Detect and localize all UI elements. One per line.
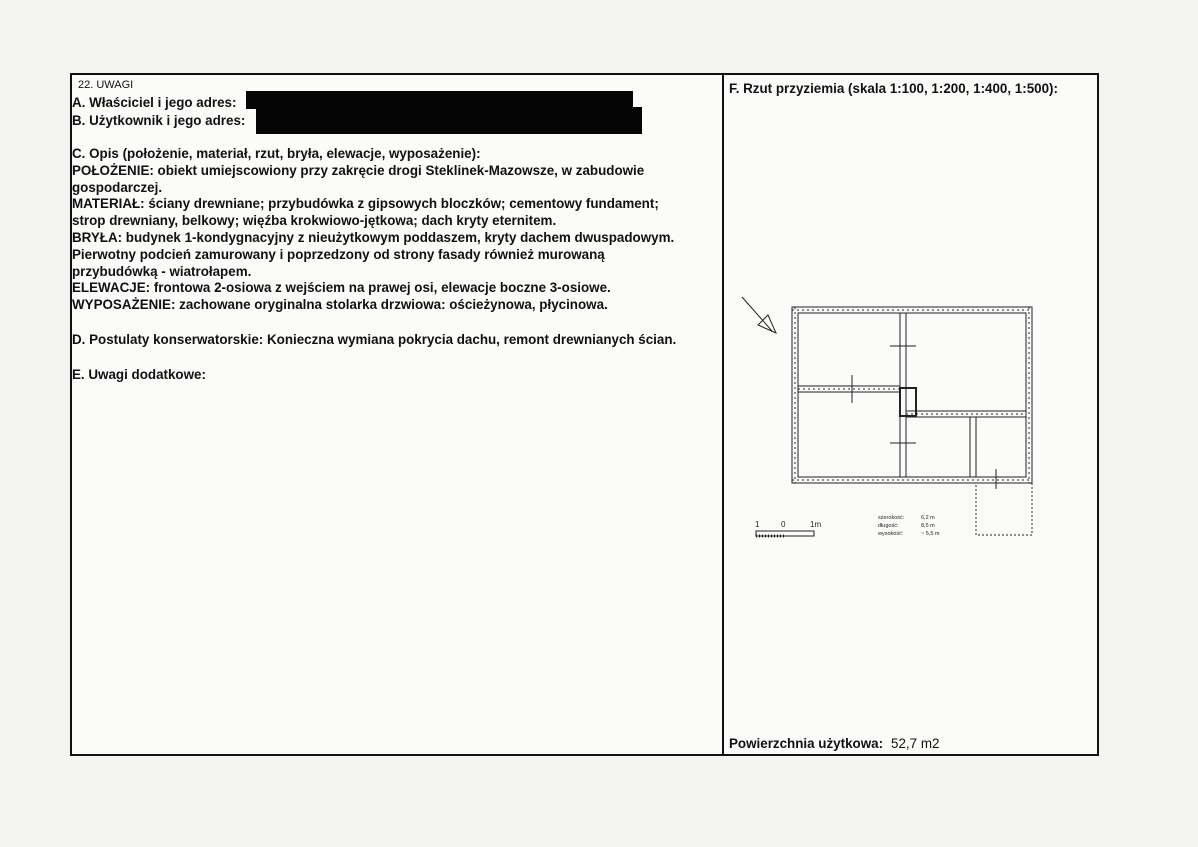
equipment-line: WYPOSAŻENIE: zachowane oryginalna stolarka drzwiowa: ościeżynowa, płycinowa. <box>72 297 608 313</box>
width-value: 6,2 m <box>921 515 935 521</box>
plan-walls <box>792 307 1032 535</box>
user-label: B. Użytkownik i jego adres: <box>72 113 246 128</box>
user-redaction <box>256 107 642 134</box>
usable-area-value: 52,7 m2 <box>891 736 940 751</box>
location-line-2: gospodarczej. <box>72 179 163 195</box>
height-label: wysokość: <box>878 531 904 537</box>
plan-title: F. Rzut przyziemia (skala 1:100, 1:200, 1:400, 1:500): <box>729 81 1058 96</box>
north-arrow-icon <box>742 297 776 333</box>
elevations-line: ELEWACJE: frontowa 2-osiowa z wejściem na prawej osi, elewacje boczne 3-osiowe. <box>72 280 611 296</box>
scale-label-0: 0 <box>781 520 786 529</box>
dimension-list <box>877 515 940 537</box>
description-heading: C. Opis (położenie, materiał, rzut, bryła, elewacje, wyposażenie): <box>72 146 481 161</box>
form-frame <box>70 73 1099 756</box>
plan-column <box>724 75 1099 754</box>
floor-plan-drawing <box>724 75 1099 715</box>
location-line-1: POŁOŻENIE: obiekt umiejscowiony przy zakręcie drogi Steklinek-Mazowsze, w zabudowie <box>72 162 645 178</box>
scale-bar <box>755 520 821 536</box>
user-row <box>72 113 245 128</box>
body-line-3: przybudówką - wiatrołapem. <box>72 263 252 279</box>
usable-area-label: Powierzchnia użytkowa: <box>729 736 884 751</box>
height-value: ~ 5,5 m <box>921 531 940 537</box>
section-number: 22. UWAGI <box>78 79 134 91</box>
length-label: długość: <box>878 523 899 529</box>
remarks-label: E. Uwagi dodatkowe: <box>72 366 206 382</box>
material-line-2: strop drewniany, belkowy; więźba krokwiowo-jętkowa; dach kryty eternitem. <box>72 213 557 229</box>
owner-label: A. Właściciel i jego adres: <box>72 95 237 110</box>
width-label: szerokość: <box>878 515 905 521</box>
notes-column <box>72 75 722 754</box>
scale-label-1: 1 <box>755 520 760 529</box>
postulates-line: D. Postulaty konserwatorskie: Konieczna wymiana pokrycia dachu, remont drewnianych ścian. <box>72 331 677 347</box>
scale-label-1m: 1m <box>810 520 822 529</box>
body-line-1: BRYŁA: budynek 1-kondygnacyjny z nieużytkowym poddaszem, kryty dachem dwuspadowym. <box>72 229 675 245</box>
length-value: 8,5 m <box>921 523 935 529</box>
usable-area-row <box>729 736 939 751</box>
owner-row <box>72 95 236 110</box>
body-line-2: Pierwotny podcień zamurowany i poprzedzony od strony fasady również murowaną <box>72 246 605 262</box>
material-line-1: MATERIAŁ: ściany drewniane; przybudówka z gipsowych bloczków; cementowy fundament; <box>72 196 659 212</box>
description-block <box>72 146 712 384</box>
